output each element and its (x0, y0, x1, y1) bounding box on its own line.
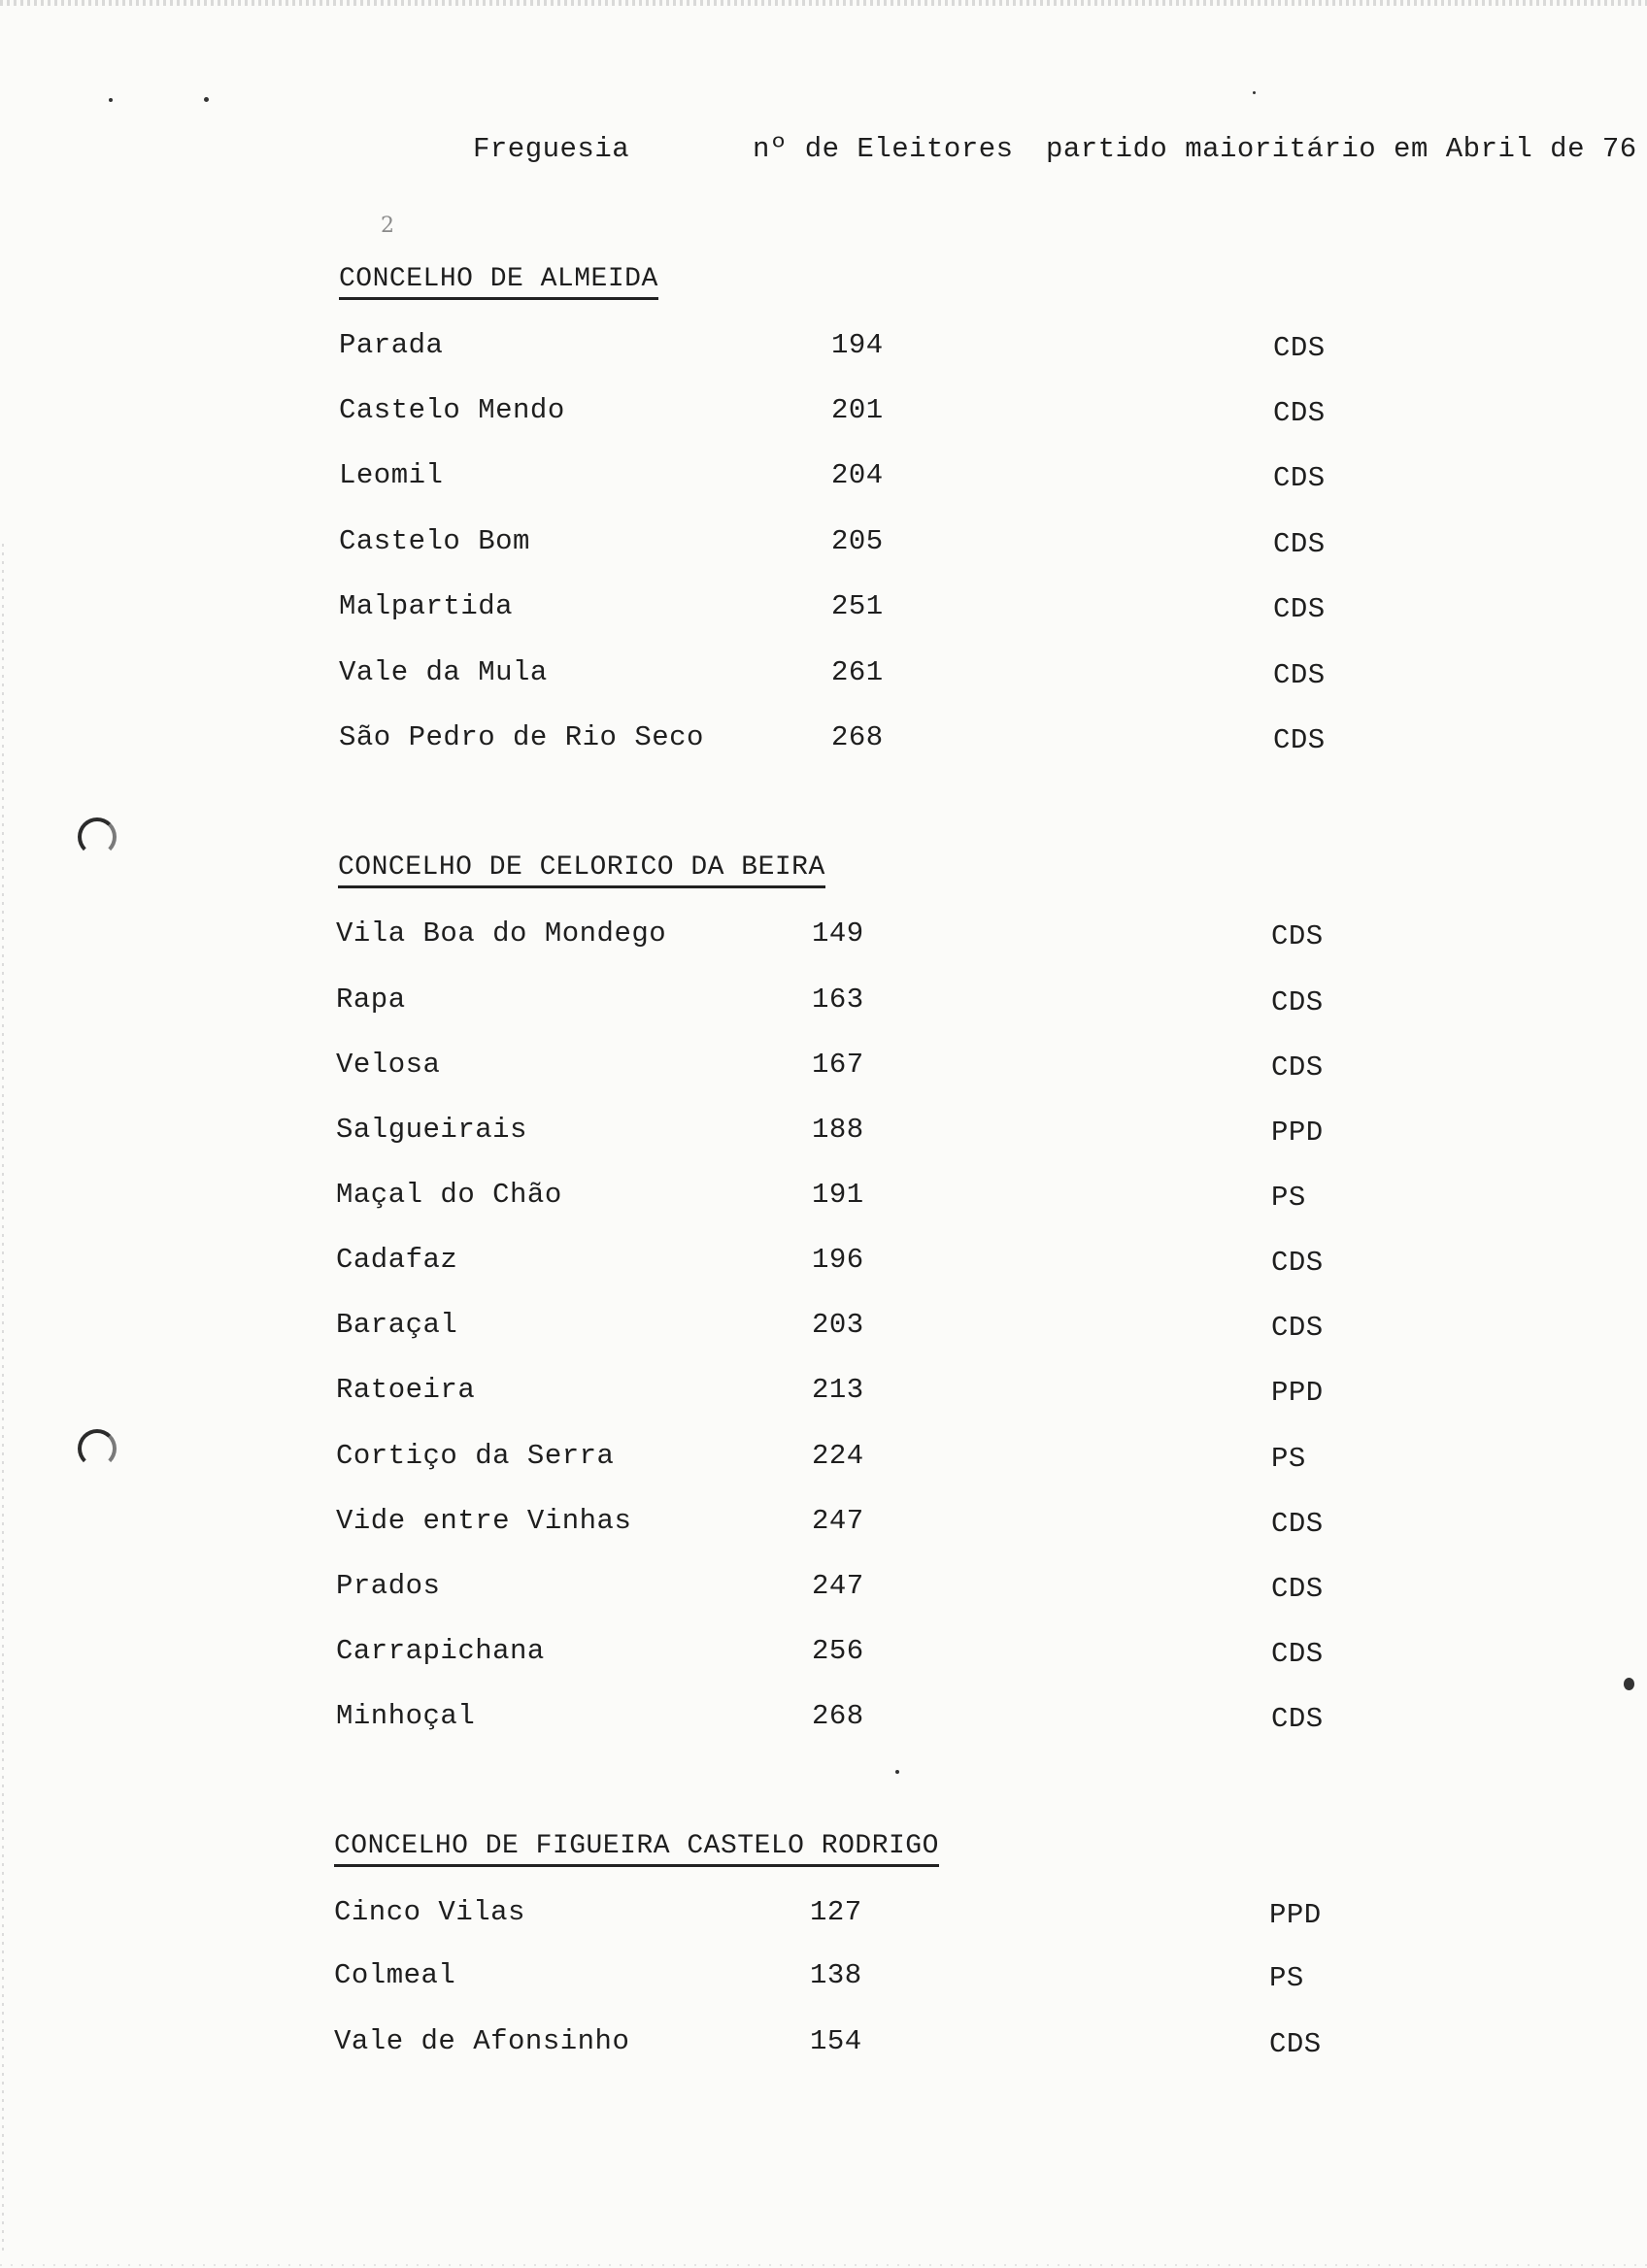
voter-count: 149 (812, 917, 864, 950)
voter-count: 205 (831, 525, 884, 557)
punch-hole-icon (78, 1429, 117, 1468)
voter-count: 201 (831, 394, 884, 426)
parish-name: Maçal do Chão (336, 1179, 562, 1211)
parish-name: Vila Boa do Mondego (336, 917, 667, 950)
parish-name: Prados (336, 1570, 441, 1602)
majority-party: PPD (1269, 1899, 1322, 1931)
left-scan-edge (2, 544, 4, 2252)
parish-name: Cadafaz (336, 1244, 458, 1276)
parish-name: Castelo Mendo (339, 394, 565, 426)
voter-count: 256 (812, 1635, 864, 1667)
majority-party: PS (1271, 1182, 1306, 1214)
majority-party: CDS (1273, 397, 1326, 429)
majority-party: CDS (1271, 1051, 1324, 1084)
parish-name: Leomil (339, 459, 444, 491)
majority-party: CDS (1271, 1573, 1324, 1605)
parish-name: Velosa (336, 1049, 441, 1081)
voter-count: 247 (812, 1570, 864, 1602)
parish-name: Cortiço da Serra (336, 1440, 615, 1472)
majority-party: CDS (1271, 1638, 1324, 1670)
majority-party: CDS (1273, 724, 1326, 756)
parish-name: Vide entre Vinhas (336, 1505, 632, 1537)
parish-name: Carrapichana (336, 1635, 545, 1667)
parish-name: Cinco Vilas (334, 1896, 525, 1928)
voter-count: 224 (812, 1440, 864, 1472)
majority-party: CDS (1273, 659, 1326, 691)
header-freguesia: Freguesia (473, 133, 630, 165)
majority-party: PPD (1271, 1377, 1324, 1409)
voter-count: 261 (831, 656, 884, 688)
parish-name: Salgueirais (336, 1114, 527, 1146)
majority-party: CDS (1273, 332, 1326, 364)
majority-party: PS (1271, 1443, 1306, 1475)
majority-party: CDS (1269, 2028, 1322, 2060)
voter-count: 127 (810, 1896, 862, 1928)
voter-count: 194 (831, 329, 884, 361)
section-title: CONCELHO DE FIGUEIRA CASTELO RODRIGO (334, 1831, 939, 1867)
ink-speck (1624, 1678, 1634, 1690)
voter-count: 154 (810, 2025, 862, 2057)
voter-count: 247 (812, 1505, 864, 1537)
majority-party: CDS (1273, 462, 1326, 494)
ink-speck (1253, 91, 1256, 94)
majority-party: CDS (1271, 1312, 1324, 1344)
parish-name: Vale de Afonsinho (334, 2025, 630, 2057)
voter-count: 204 (831, 459, 884, 491)
majority-party: CDS (1273, 593, 1326, 625)
punch-hole-icon (78, 817, 117, 856)
parish-name: Parada (339, 329, 444, 361)
ink-speck (204, 97, 209, 102)
pencil-mark: 2 (381, 214, 394, 238)
voter-count: 138 (810, 1959, 862, 1991)
top-scan-edge (0, 0, 1647, 6)
voter-count: 268 (812, 1700, 864, 1732)
bottom-scan-edge (0, 2264, 1647, 2266)
majority-party: CDS (1271, 986, 1324, 1018)
section-title: CONCELHO DE CELORICO DA BEIRA (338, 852, 825, 888)
majority-party: PPD (1271, 1117, 1324, 1149)
voter-count: 191 (812, 1179, 864, 1211)
parish-name: Castelo Bom (339, 525, 530, 557)
parish-name: Baraçal (336, 1309, 458, 1341)
parish-name: Minhoçal (336, 1700, 476, 1732)
majority-party: CDS (1271, 920, 1324, 952)
voter-count: 213 (812, 1374, 864, 1406)
voter-count: 251 (831, 590, 884, 622)
majority-party: PS (1269, 1962, 1304, 1994)
parish-name: Ratoeira (336, 1374, 476, 1406)
ink-speck (895, 1770, 899, 1774)
majority-party: CDS (1273, 528, 1326, 560)
voter-count: 268 (831, 721, 884, 753)
parish-name: Colmeal (334, 1959, 456, 1991)
voter-count: 203 (812, 1309, 864, 1341)
majority-party: CDS (1271, 1703, 1324, 1735)
voter-count: 163 (812, 984, 864, 1016)
voter-count: 188 (812, 1114, 864, 1146)
voter-count: 196 (812, 1244, 864, 1276)
header-eleitores: nº de Eleitores (753, 133, 1014, 165)
section-title: CONCELHO DE ALMEIDA (339, 264, 658, 300)
parish-name: Malpartida (339, 590, 514, 622)
majority-party: CDS (1271, 1508, 1324, 1540)
parish-name: Vale da Mula (339, 656, 548, 688)
voter-count: 167 (812, 1049, 864, 1081)
majority-party: CDS (1271, 1247, 1324, 1279)
header-partido: partido maioritário em Abril de 76 (1046, 133, 1637, 165)
ink-speck (109, 98, 113, 102)
parish-name: São Pedro de Rio Seco (339, 721, 704, 753)
parish-name: Rapa (336, 984, 406, 1016)
